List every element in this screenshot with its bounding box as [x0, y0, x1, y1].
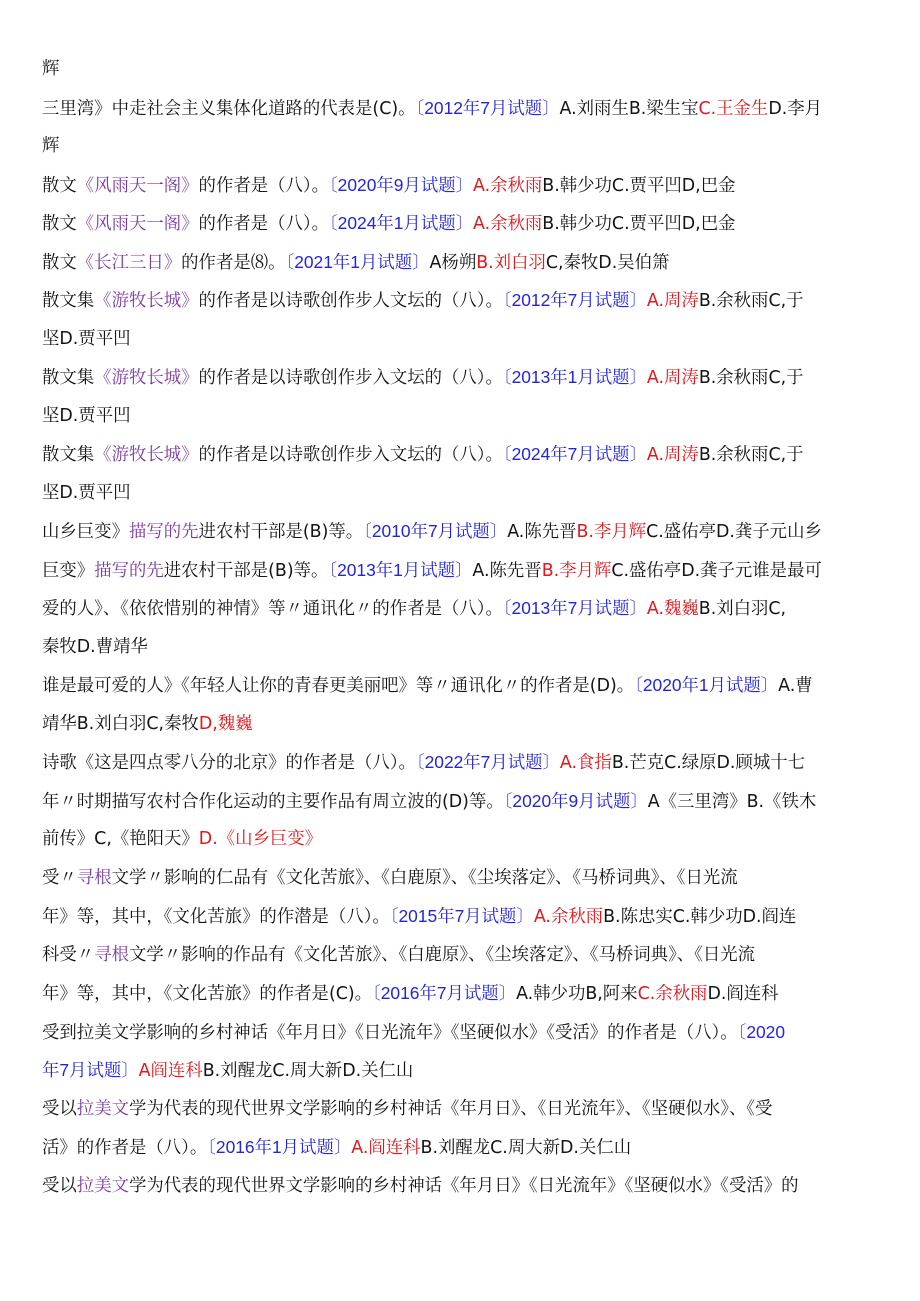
body-text: 巨变》 [42, 560, 95, 581]
correct-answer: C.余秋雨 [637, 984, 708, 1004]
exam-date-tag: 〔2022年7月试题〕 [415, 752, 560, 772]
work-title: 寻根 [94, 944, 129, 965]
body-text: A.曹 [778, 676, 813, 696]
text-line [42, 551, 880, 590]
body-text: 诗歌《这是四点零八分的北京》的作者是（八）。 [42, 753, 416, 773]
text-line [42, 1013, 880, 1052]
text-line [42, 1090, 880, 1129]
text-line [42, 50, 880, 89]
work-title: 《长江三日》 [76, 252, 182, 273]
body-text: 科受〃 [42, 944, 95, 965]
correct-answer: A.周涛 [646, 445, 699, 465]
text-line [42, 589, 880, 628]
text-line [42, 936, 880, 975]
work-title: 描写的先 [128, 522, 199, 542]
body-text: 散文集 [42, 445, 95, 465]
body-text: A.韩少功B,阿来 [516, 984, 638, 1004]
body-text: 年》等，其中，《文化苦旅》的作者是(C)。 [42, 984, 373, 1004]
body-text: 受以 [42, 1175, 77, 1196]
body-text: 散文 [42, 214, 77, 234]
body-text: 散文 [42, 175, 77, 196]
text-line [42, 1051, 880, 1090]
text-line [42, 127, 880, 166]
text-line [42, 974, 880, 1013]
work-title: 《风雨天一阁》 [76, 175, 199, 196]
text-line [42, 1167, 880, 1206]
correct-answer: A.魏巍 [646, 599, 699, 619]
work-title: 《风雨天一阁》 [76, 214, 199, 234]
text-line [42, 281, 880, 320]
work-title: 描写的先 [94, 560, 164, 581]
body-text: B.余秋雨C,于 [698, 291, 804, 311]
exam-date-tag: 〔2024年7月试题〕 [502, 444, 647, 464]
body-text: A.陈先晋 [507, 522, 577, 542]
text-line [42, 628, 880, 667]
body-text: 年〃时期描写农村合作化运动的主要作品有周立波的(D)等。 [42, 791, 504, 812]
exam-date-tag: 〔2012年7月试题〕 [502, 290, 647, 310]
body-text: C.盛佑亭D.龚子元山乡 [646, 522, 822, 542]
body-text: 散文集 [42, 291, 95, 311]
body-text: 的作者是以诗歌创作步入文坛的（八）。 [198, 368, 503, 388]
body-text: B.刘白羽C, [698, 599, 787, 619]
exam-date-tag: 〔2020年1月试题〕 [634, 675, 779, 695]
exam-date-tag: 〔2020年9月试题〕 [503, 790, 648, 811]
correct-answer: B.刘白羽 [476, 252, 546, 273]
text-line [42, 512, 880, 551]
body-text: D.李月 [768, 98, 823, 119]
exam-date-tag: 〔2013年7月试题〕 [502, 598, 647, 618]
body-text: 散文集 [42, 368, 95, 388]
body-text: 散文 [42, 252, 77, 273]
body-text: 山乡巨变》 [42, 522, 129, 542]
correct-answer: A.阎连科 [351, 1138, 421, 1158]
exam-date-tag: 年7月试题〕 [42, 1060, 139, 1080]
body-text: B.刘醒龙C.周大新D.关仁山 [202, 1061, 414, 1081]
body-text: 的作者是以诗歌创作步入文坛的（八）。 [198, 445, 503, 465]
body-text: 坚D.贾平凹 [42, 328, 131, 349]
body-text: 受〃 [42, 867, 77, 888]
work-title: 拉美文 [76, 1175, 129, 1196]
exam-date-tag: 〔2020 [737, 1021, 786, 1042]
text-line [42, 204, 880, 243]
text-line [42, 397, 880, 436]
body-text: 受以 [42, 1098, 77, 1119]
document-body [42, 50, 880, 1205]
body-text: B.刘醒龙C.周大新D.关仁山 [420, 1138, 632, 1158]
work-title: 《游牧长城》 [94, 368, 199, 388]
body-text: 活》的作者是（八）。 [42, 1138, 208, 1158]
body-text: A杨朔 [429, 252, 477, 273]
correct-answer: A.食指 [559, 753, 612, 773]
exam-date-tag: 〔2016年1月试题〕 [207, 1137, 352, 1157]
body-text: 的作者是⑻。 [181, 252, 286, 273]
body-text: 进农村干部是(B)等。 [198, 522, 364, 542]
body-text: 辉 [42, 136, 60, 156]
text-line [42, 166, 880, 205]
body-text: A《三里湾》B.《铁木 [647, 791, 817, 812]
body-text: 受到拉美文学影响的乡村神话《年月日》《日光流年》《坚硬似水》《受活》的作者是（八）。 [42, 1022, 738, 1043]
text-line [42, 666, 880, 705]
correct-answer: A.余秋雨 [473, 214, 543, 234]
body-text: 学为代表的现代世界文学影响的乡村神话《年月日》《日光流年》《坚硬似水》《受活》的 [128, 1175, 799, 1196]
body-text: 谁是最可爱的人》《年轻人让你的青春更美丽吧》等〃通讯化〃的作者是(D)。 [42, 676, 635, 696]
body-text: 年》等，其中，《文化苦旅》的作潜是（八）。 [42, 907, 390, 927]
body-text: D.阎连科 [707, 984, 779, 1004]
exam-date-tag: 〔2021年1月试题〕 [285, 251, 430, 272]
body-text: A.陈先晋 [472, 560, 542, 581]
exam-date-tag: 〔2012年7月试题〕 [415, 97, 560, 118]
correct-answer: A.余秋雨 [473, 175, 543, 196]
body-text: B.韩少功C.贾平凹D,巴金 [542, 175, 736, 196]
body-text: 坚D.贾平凹 [42, 405, 131, 426]
body-text: 学为代表的现代世界文学影响的乡村神话《年月日》、《日光流年》、《坚硬似水》、《受 [128, 1098, 773, 1119]
text-line [42, 859, 880, 898]
body-text: 的作者是以诗歌创作步人文坛的（八）。 [198, 291, 503, 311]
exam-date-tag: 〔2013年1月试题〕 [502, 367, 647, 387]
body-text: 进农村干部是(B)等。 [163, 560, 329, 581]
correct-answer: D.《山乡巨变》 [198, 829, 323, 849]
body-text: 靖华B.刘白羽C,秦牧 [42, 713, 199, 734]
body-text: C,秦牧D.吴伯箫 [545, 252, 670, 273]
correct-answer: A.周涛 [646, 368, 699, 388]
correct-answer: A阎连科 [138, 1061, 203, 1081]
body-text: B.芒克C.绿原D.顾城十七 [611, 753, 806, 773]
text-line [42, 820, 880, 859]
body-text: B.陈忠实C.韩少功D.阎连 [603, 907, 797, 927]
body-text: 文学〃影响的作品有《文化苦旅》、《白鹿原》、《尘埃落定》、《马桥词典》、《日光流 [128, 944, 756, 965]
text-line [42, 743, 880, 782]
body-text: 的作者是（八）。 [198, 214, 329, 234]
correct-answer: D,魏巍 [198, 713, 253, 734]
work-title: 《游牧长城》 [94, 291, 199, 311]
body-text: 三里湾》中走社会主义集体化道路的代表是(C)。 [42, 98, 416, 119]
text-line [42, 1128, 880, 1167]
correct-answer: A.余秋雨 [533, 907, 604, 927]
correct-answer: C.王金生 [698, 98, 769, 119]
work-title: 拉美文 [76, 1098, 129, 1119]
body-text: B.余秋雨C,于 [698, 445, 804, 465]
text-line [42, 782, 880, 821]
body-text: C.盛佑亭D.龚子元谁是最可 [611, 560, 822, 581]
body-text: 辉 [42, 59, 60, 79]
exam-date-tag: 〔2010年7月试题〕 [363, 521, 508, 541]
correct-answer: B.李月辉 [576, 522, 647, 542]
body-text: 的作者是（八）。 [198, 175, 329, 196]
exam-date-tag: 〔2013年1月试题〕 [328, 559, 473, 580]
body-text: 前传》C,《艳阳天》 [42, 829, 199, 849]
text-line [42, 474, 880, 513]
work-title: 《游牧长城》 [94, 445, 199, 465]
exam-date-tag: 〔2016年7月试题〕 [372, 983, 517, 1003]
text-line [42, 89, 880, 128]
text-line [42, 705, 880, 744]
body-text: 秦牧D.曹靖华 [42, 636, 148, 657]
body-text: 爱的人》、《依依惜别的神情》等〃通讯化〃的作者是（八）。 [42, 599, 503, 619]
correct-answer: B.李月辉 [541, 560, 612, 581]
text-line [42, 897, 880, 936]
text-line [42, 358, 880, 397]
body-text: B.余秋雨C,于 [698, 368, 804, 388]
exam-date-tag: 〔2024年1月试题〕 [328, 213, 473, 233]
exam-date-tag: 〔2015年7月试题〕 [389, 906, 534, 926]
body-text: 坚D.贾平凹 [42, 482, 131, 503]
body-text: A.刘雨生B.梁生宝 [559, 98, 699, 119]
correct-answer: A.周涛 [646, 291, 699, 311]
body-text: B.韩少功C.贾平凹D,巴金 [542, 214, 736, 234]
work-title: 寻根 [76, 867, 112, 888]
exam-date-tag: 〔2020年9月试题〕 [328, 174, 473, 195]
body-text: 文学〃影响的仁品有《文化苦旅》、《白鹿原》、《尘埃落定》、《马桥词典》、《日光流 [111, 867, 738, 888]
text-line [42, 320, 880, 359]
text-line [42, 243, 880, 282]
text-line [42, 435, 880, 474]
